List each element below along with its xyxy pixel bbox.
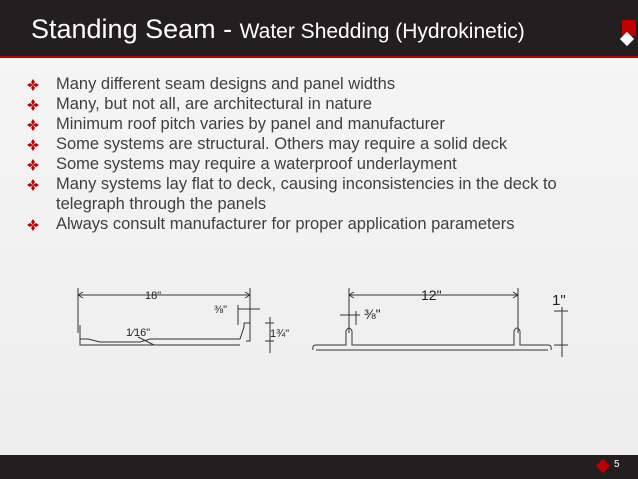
title-sub: Water Shedding (Hydrokinetic)	[239, 20, 525, 43]
bullet-text: Always consult manufacturer for proper application parameters	[56, 215, 515, 233]
bullet-item	[26, 114, 626, 134]
bullet-item	[26, 94, 626, 114]
panel-diagrams	[60, 275, 590, 385]
bullet-text: Many different seam designs and panel widths	[56, 75, 396, 93]
bullet-item	[26, 214, 626, 234]
diamond-cluster-icon	[26, 78, 40, 92]
bullet-item	[26, 74, 626, 94]
diamond-cluster-icon	[26, 98, 40, 112]
bullet-text: Minimum roof pitch varies by panel and manufacturer	[56, 115, 445, 133]
diamond-cluster-icon	[26, 138, 40, 152]
title-bar	[0, 0, 638, 56]
dim-seam-left-label: ⅜"	[214, 304, 228, 316]
bullet-text: Many, but not all, are architectural in nature	[56, 95, 373, 113]
dim-thickness-label: 1⁄16"	[126, 327, 151, 339]
bullet-item	[26, 134, 626, 154]
dim-12in-label: 12"	[421, 287, 442, 303]
page-number: 5	[614, 459, 620, 470]
diamond-cluster-icon	[26, 178, 40, 192]
dim-height-right-label: 1"	[552, 292, 566, 309]
bullet-item	[26, 174, 626, 214]
bullet-text: Some systems are structural. Others may require a solid deck	[56, 135, 508, 153]
dim-18in-label: 18"	[145, 290, 162, 302]
slide-title	[31, 14, 525, 45]
bullet-list	[26, 74, 626, 234]
dim-seam-right-label: ⅜"	[364, 306, 381, 322]
title-underline	[0, 56, 638, 58]
bullet-text: Many systems lay flat to deck, causing inconsistencies in the deck to telegraph through the panels	[56, 175, 557, 213]
panel-diagram-18in	[78, 288, 274, 353]
diamond-cluster-icon	[26, 218, 40, 232]
footer-bar	[0, 455, 638, 479]
bullet-text: Some systems may require a waterproof underlayment	[56, 155, 457, 173]
bullet-item	[26, 154, 626, 174]
diamond-cluster-icon	[26, 158, 40, 172]
diamond-cluster-icon	[26, 118, 40, 132]
dim-height-left-label: 1¾"	[270, 328, 290, 340]
title-main: Standing Seam -	[31, 14, 240, 44]
